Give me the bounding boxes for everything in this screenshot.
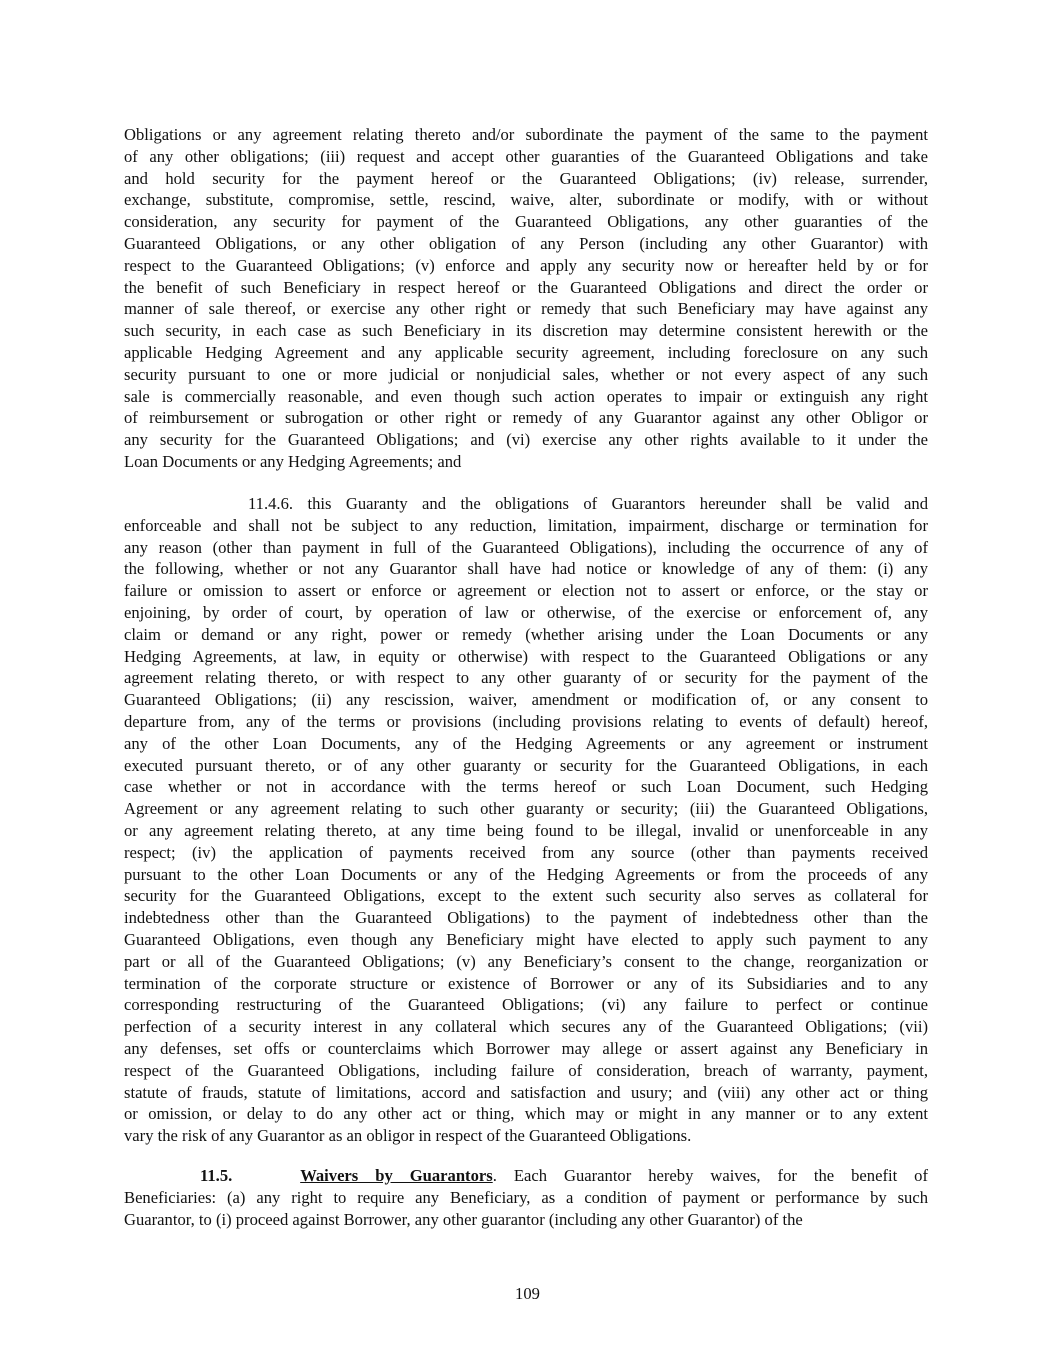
text-line: statute of frauds, statute of limitations, accord and satisfaction and usury; and (viii) any other act or thing bbox=[124, 1082, 928, 1102]
text-line: such security, in each case as such Beneficiary in its discretion may determine consistent herewith or the bbox=[124, 321, 928, 341]
text-line: Agreement or any agreement relating to such other guaranty or security; (iii) the Guaranteed Obligations, bbox=[124, 799, 928, 819]
text-line: respect to the Guaranteed Obligations; (v) enforce and apply any security now or hereafter held by or for bbox=[124, 255, 928, 275]
text-line: 11.4.6. this Guaranty and the obligations of Guarantors hereunder shall be valid and bbox=[248, 494, 928, 513]
text-line: failure or omission to assert or enforce or agreement or election not to assert or enforce, or the stay or bbox=[124, 581, 928, 601]
paragraph-11-4-6 bbox=[124, 493, 928, 1147]
text-line: corresponding restructuring of the Guaranteed Obligations; (vi) any failure to perfect or continue bbox=[124, 995, 928, 1015]
text-line: respect; (iv) the application of payments received from any source (other than payments received bbox=[124, 842, 928, 862]
text-line: respect of the Guaranteed Obligations, including failure of consideration, breach of warranty, payment, bbox=[124, 1060, 928, 1080]
text-line: consideration, any security for payment of the Guaranteed Obligations, any other guaranties of the bbox=[124, 212, 928, 232]
text-line: security pursuant to one or more judicial or nonjudicial sales, whether or not every aspect of any such bbox=[124, 364, 928, 384]
text-line: of reimbursement or subrogation or other right or remedy of any Guarantor against any other Obligor or bbox=[124, 408, 928, 428]
text-line: Obligations or any agreement relating thereto and/or subordinate the payment of the same to the payment bbox=[124, 125, 928, 144]
text-line: Guarantor, to (i) proceed against Borrower, any other guarantor (including any other Guarantor) of the bbox=[124, 1209, 803, 1229]
text-line: and hold security for the payment hereof or the Guaranteed Obligations; (iv) release, surrender, bbox=[124, 168, 928, 188]
text-line: applicable Hedging Agreement and any applicable security agreement, including foreclosure on any such bbox=[124, 342, 928, 362]
text-line: security for the Guaranteed Obligations, except to the extent such security also serves as collateral for bbox=[124, 886, 928, 906]
text-line: the benefit of such Beneficiary in respect hereof or the Guaranteed Obligations and direct the order or bbox=[124, 277, 928, 297]
text-line: exchange, substitute, compromise, settle, rescind, waive, alter, subordinate or modify, with or without bbox=[124, 190, 928, 210]
text-line: sale is commercially reasonable, and even though such action operates to impair or extinguish any right bbox=[124, 386, 928, 406]
text-line: or any agreement relating thereto, at any time being found to be illegal, invalid or unenforceable in any bbox=[124, 820, 928, 840]
section-11-5-waivers bbox=[124, 1165, 928, 1230]
section-title: Waivers by Guarantors bbox=[300, 1166, 493, 1185]
text-line: case whether or not in accordance with the terms hereof or such Loan Document, such Hedging bbox=[124, 777, 928, 797]
section-heading-line bbox=[124, 1165, 928, 1187]
text-line: Hedging Agreements, at law, in equity or otherwise) with respect to the Guaranteed Obligations or any bbox=[124, 646, 928, 666]
text-line: enforceable and shall not be subject to any reduction, limitation, impairment, discharge or termination for bbox=[124, 515, 928, 535]
section-first-line-text: . Each Guarantor hereby waives, for the benefit of bbox=[492, 1166, 928, 1185]
text-line: perfection of a security interest in any collateral which secures any of the Guaranteed Obligations; (vii) bbox=[124, 1017, 928, 1037]
text-line: indebtedness other than the Guaranteed Obligations) to the payment of indebtedness other than the bbox=[124, 908, 928, 928]
paragraph-guaranty-rights bbox=[124, 124, 928, 473]
text-line: vary the risk of any Guarantor as an obligor in respect of the Guaranteed Obligations. bbox=[124, 1126, 692, 1146]
page-number: 109 bbox=[515, 1284, 540, 1303]
text-line: Loan Documents or any Hedging Agreements; and bbox=[124, 451, 462, 471]
text-line: any defenses, set offs or counterclaims which Borrower may allege or assert against any Beneficiary in bbox=[124, 1038, 928, 1058]
text-line: Guaranteed Obligations, or any other obligation of any Person (including any other Guarantor) with bbox=[124, 233, 928, 253]
text-line: any reason (other than payment in full of the Guaranteed Obligations), including the occurrence of any of bbox=[124, 537, 928, 557]
text-line: pursuant to the other Loan Documents or any of the Hedging Agreements or from the proceeds of any bbox=[124, 864, 928, 884]
text-line: or omission, or delay to do any other act or thing, which may or might in any manner or to any extent bbox=[124, 1104, 928, 1124]
text-line: the following, whether or not any Guarantor shall have had notice or knowledge of any of them: (i) any bbox=[124, 559, 928, 579]
section-number: 11.5. bbox=[200, 1166, 233, 1185]
text-line: termination of the corporate structure or existence of Borrower or any of its Subsidiaries and to any bbox=[124, 973, 928, 993]
text-line: Guaranteed Obligations, even though any Beneficiary might have elected to apply such payment to any bbox=[124, 929, 928, 949]
text-line: claim or demand or any right, power or remedy (whether arising under the Loan Documents or any bbox=[124, 624, 928, 644]
text-line: enjoining, by order of court, by operation of law or otherwise, of the exercise or enforcement of, any bbox=[124, 602, 928, 622]
text-line: any of the other Loan Documents, any of the Hedging Agreements or any agreement or instrument bbox=[124, 733, 928, 753]
text-line: agreement relating thereto, or with respect to any other guaranty of or security for the payment of the bbox=[124, 668, 928, 688]
text-line: departure from, any of the terms or provisions (including provisions relating to events of default) hereof, bbox=[124, 711, 928, 731]
text-line: part or all of the Guaranteed Obligations; (v) any Beneficiary’s consent to the change, reorganization or bbox=[124, 951, 928, 971]
text-line: any security for the Guaranteed Obligations; and (vi) exercise any other rights available to it under the bbox=[124, 430, 928, 450]
text-line: of any other obligations; (iii) request and accept other guaranties of the Guaranteed Obligations and take bbox=[124, 146, 928, 166]
text-line: Guaranteed Obligations; (ii) any rescission, waiver, amendment or modification of, or any consent to bbox=[124, 690, 928, 710]
text-line: manner of sale thereof, or exercise any other right or remedy that such Beneficiary may have against any bbox=[124, 299, 928, 319]
text-line: executed pursuant thereto, or of any other guaranty or security for the Guaranteed Obligations, in each bbox=[124, 755, 928, 775]
text-line: Beneficiaries: (a) any right to require any Beneficiary, as a condition of payment or performance by such bbox=[124, 1187, 928, 1207]
